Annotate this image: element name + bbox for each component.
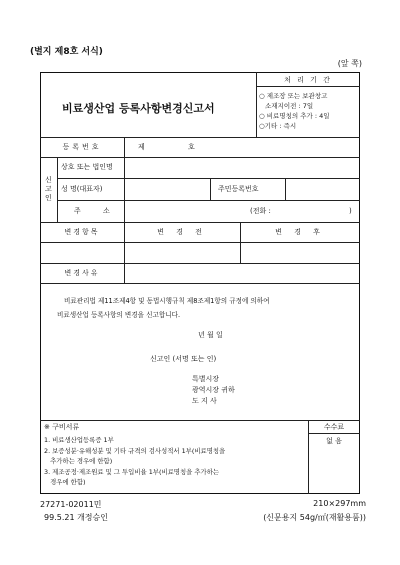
phone-label: (전화 : — [250, 207, 271, 215]
applicant-label: 신고인 — [45, 176, 52, 202]
reason-field[interactable] — [126, 265, 358, 281]
page-side: (앞 쪽) — [337, 59, 362, 68]
processing-item: ○기타 : 즉시 — [259, 122, 297, 130]
before-field[interactable] — [126, 244, 238, 261]
document-item: 3. 제조공정·제조원료 및 그 투입비율 1부(비료명칭을 추가하는 — [44, 468, 220, 476]
paper-type: (신문용지 54g/㎡(재활용품)) — [263, 513, 366, 522]
signer-line: 신고인 (서명 또는 인) — [150, 355, 217, 363]
declaration-line1: 비료관리법 제11조제4항 및 동법시행규칙 제8조제1항의 규정에 의하여 — [64, 297, 270, 305]
recipient-line: 광역시장 귀하 — [192, 386, 235, 394]
name-label: 성 명(대표자) — [61, 185, 103, 193]
date-line: 년 월 일 — [198, 331, 223, 339]
processing-item: ○ 제조장 또는 보관창고 — [259, 92, 328, 100]
reg-no-suffix: 호 — [188, 143, 195, 151]
recipient-line: 특별시장 — [192, 375, 220, 383]
form-code: 27271-02011민 — [40, 500, 102, 509]
company-field[interactable] — [126, 159, 358, 176]
recipient-line: 도 지 사 — [192, 397, 217, 405]
reg-no-label: 등록번호 — [62, 143, 102, 151]
after-field[interactable] — [242, 244, 358, 261]
change-item-field[interactable] — [42, 244, 122, 261]
fee-label: 수수료 — [323, 423, 345, 431]
document-item: 경우에 한함) — [44, 478, 86, 486]
document-item: 1. 비료생산업등록증 1부 — [44, 436, 114, 444]
processing-period-label: 처 리 기 간 — [284, 76, 332, 84]
after-label: 변 경 후 — [275, 228, 325, 236]
name-field[interactable] — [126, 180, 208, 198]
revision: 99.5.21 개정승인 — [44, 513, 108, 522]
address-label: 주 소 — [74, 207, 120, 215]
before-label: 변 경 전 — [157, 228, 207, 236]
document-item: 추가하는 경우에 한함) — [44, 457, 113, 465]
processing-item: 소재지이전 : 7일 — [265, 102, 314, 110]
documents-label: ※ 구비서류 — [44, 423, 80, 431]
reason-label: 변경사유 — [64, 269, 100, 277]
processing-item: ○ 비료명칭의 추가 : 4일 — [259, 112, 330, 120]
document-item: 2. 보증성분·유해성분 및 기타 규격의 검사성적서 1부(비료명칭을 — [44, 447, 226, 455]
address-field[interactable] — [126, 202, 246, 220]
change-item-label: 변경항목 — [64, 228, 100, 236]
paper-size: 210×297mm — [313, 499, 366, 508]
reg-no-prefix: 제 — [138, 143, 145, 151]
reg-no-field[interactable] — [150, 139, 186, 155]
resident-no-field[interactable] — [287, 180, 358, 198]
fee-value: 없 음 — [326, 437, 342, 445]
resident-no-label: 주민등록번호 — [218, 185, 259, 193]
declaration-line2: 비료생산업 등록사항의 변경을 신고합니다. — [57, 311, 181, 319]
form-number: (별지 제8호 서식) — [30, 47, 103, 57]
company-label: 상호 또는 법인명 — [61, 163, 113, 171]
form-title: 비료생산업 등록사항변경신고서 — [62, 102, 215, 115]
phone-close: ) — [349, 207, 352, 215]
